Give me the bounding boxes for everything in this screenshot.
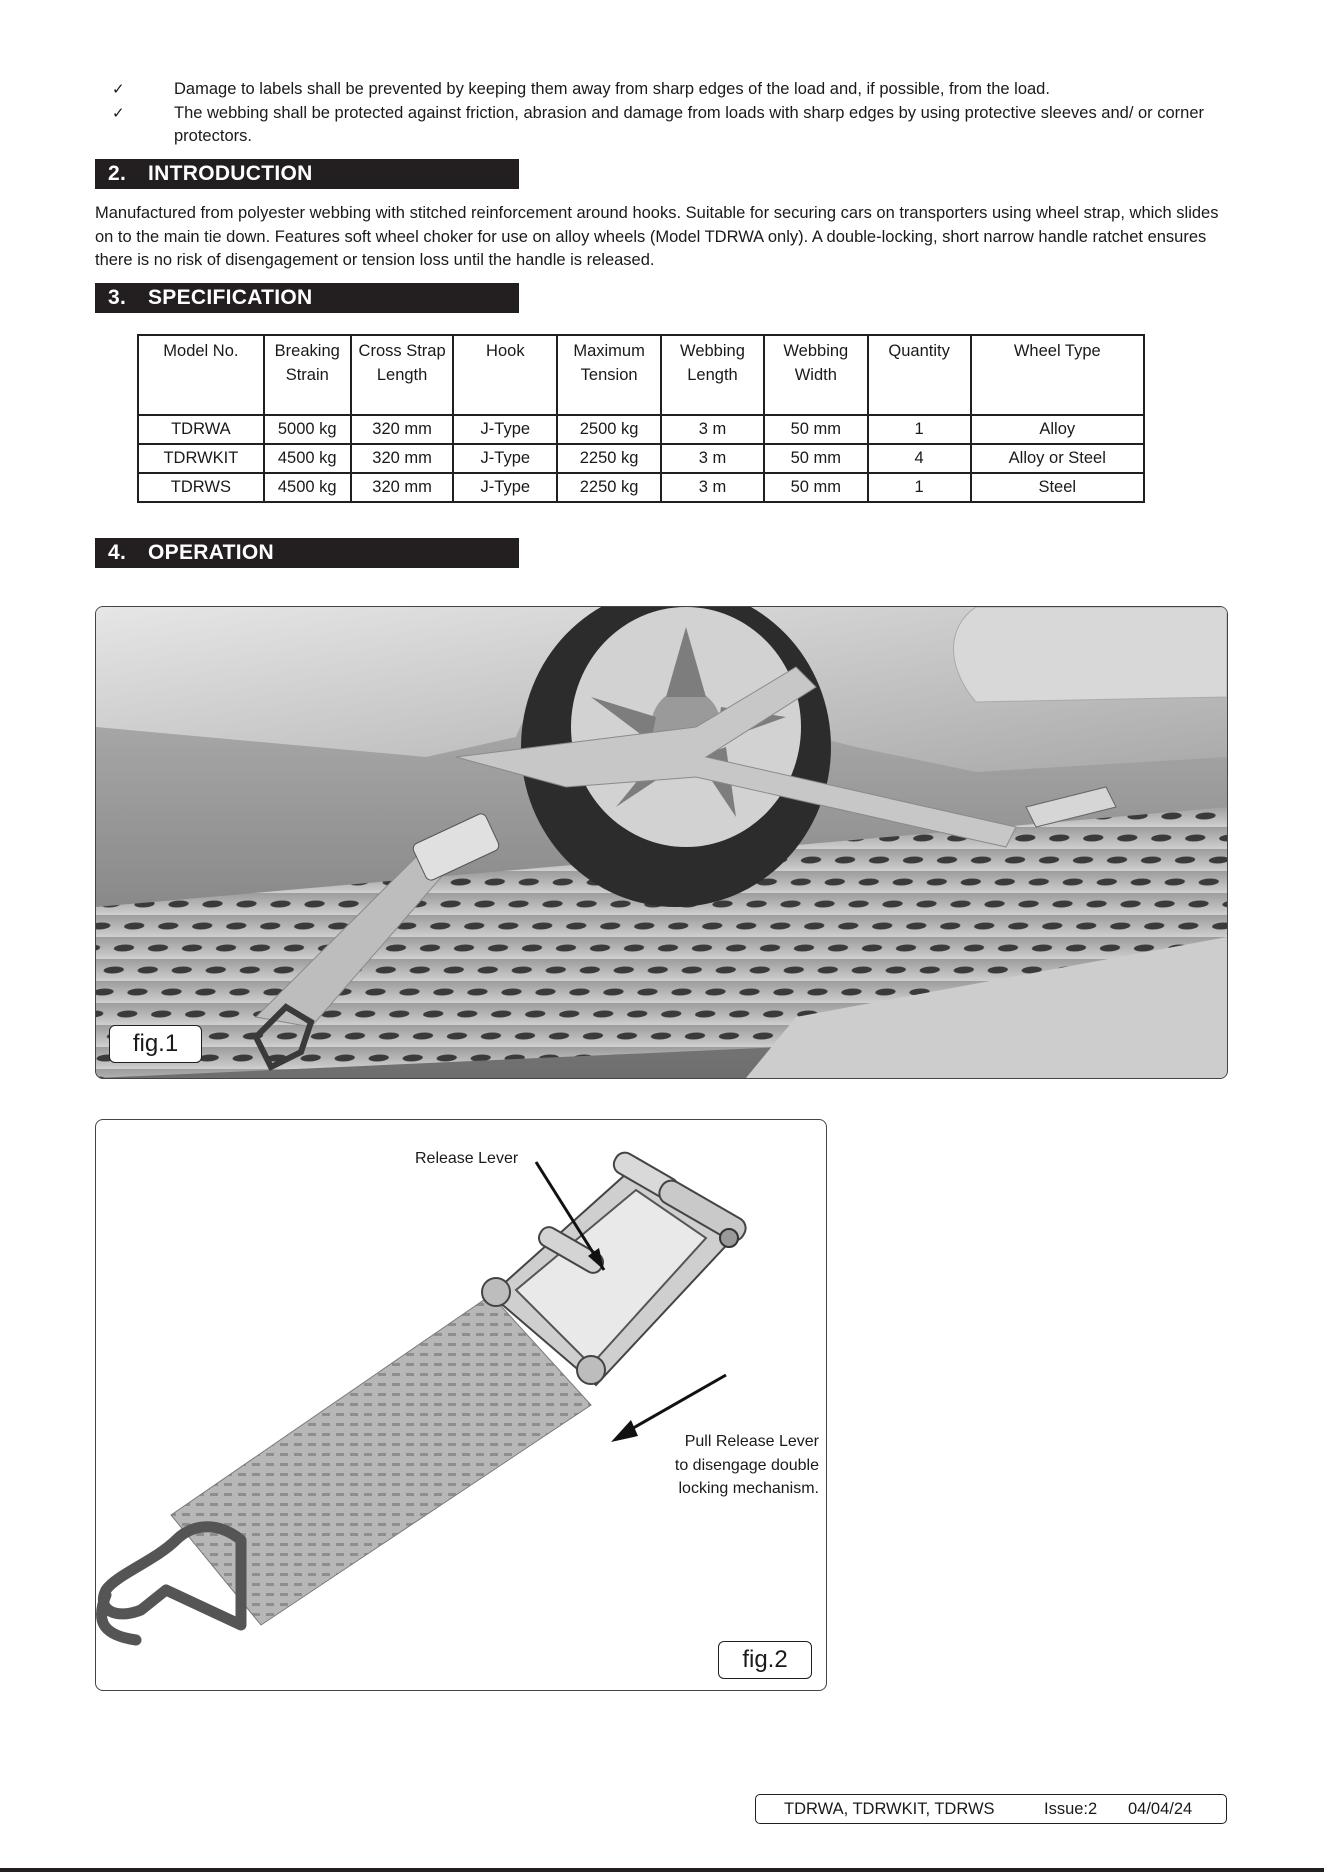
column-header: Quantity [868, 335, 971, 415]
table-cell: 320 mm [351, 473, 454, 502]
footer-models: TDRWA, TDRWKIT, TDRWS [784, 1800, 995, 1818]
section-title: OPERATION [148, 541, 274, 564]
table-header-row [138, 335, 1144, 415]
section-header-introduction [95, 159, 519, 189]
page-bottom-rule [0, 1868, 1324, 1872]
table-cell: 50 mm [764, 415, 868, 444]
table-cell: 320 mm [351, 444, 454, 473]
section-title: INTRODUCTION [148, 162, 313, 185]
release-lever-label: Release Lever [415, 1150, 519, 1167]
pull-instruction-line: to disengage double [674, 1456, 819, 1474]
table-cell: 3 m [661, 473, 764, 502]
table-cell: 2250 kg [557, 444, 661, 473]
column-header: Model No. [138, 335, 264, 415]
pull-instruction-line: locking mechanism. [678, 1480, 819, 1497]
table-row [138, 415, 1144, 444]
checklist-text: Damage to labels shall be prevented by keeping them away from sharp edges of the load and, if possible, from the load. [174, 80, 1050, 98]
table-cell: 50 mm [764, 473, 868, 502]
pull-instruction-line: Pull Release Lever [684, 1433, 819, 1450]
document-footer [755, 1794, 1227, 1824]
section-header-specification [95, 283, 519, 313]
table-cell: J-Type [453, 444, 557, 473]
column-header: Wheel Type [971, 335, 1144, 415]
table-cell: Steel [971, 473, 1144, 502]
table-row [138, 473, 1144, 502]
column-header: Maximum Tension [557, 335, 661, 415]
column-header: Cross Strap Length [351, 335, 454, 415]
table-cell: 3 m [661, 415, 764, 444]
introduction-paragraph: Manufactured from polyester webbing with stitched reinforcement around hooks. Suitable for securing cars on transporters using wheel strap, which slides on to the main tie down. Features soft wheel choker for use on alloy wheels (Model TDRWA only). A double-locking, short narrow handle ratchet ensures there is no risk of disengagement or tension loss until the handle is released. [95, 204, 1219, 269]
table-cell: 1 [868, 415, 971, 444]
section-title: SPECIFICATION [148, 286, 313, 309]
table-cell: 4500 kg [264, 473, 351, 502]
table-cell: 50 mm [764, 444, 868, 473]
checklist-text: The webbing shall be protected against friction, abrasion and damage from loads with sharp edges by using protective sleeves and/ or corner protectors. [174, 104, 1205, 145]
table-cell: 4500 kg [264, 444, 351, 473]
figure-label: fig.2 [718, 1641, 812, 1679]
specification-table [137, 334, 1145, 503]
figure-1-photo [95, 606, 1228, 1079]
section-header-operation [95, 538, 519, 568]
table-cell: TDRWS [138, 473, 264, 502]
table-row [138, 444, 1144, 473]
table-cell: TDRWA [138, 415, 264, 444]
figure-2-diagram [95, 1119, 827, 1691]
pull-instruction [639, 1430, 819, 1501]
table-cell: 2500 kg [557, 415, 661, 444]
column-header: Breaking Strain [264, 335, 351, 415]
table-cell: 4 [868, 444, 971, 473]
ratchet-strap-illustration [96, 1120, 826, 1690]
column-header: Hook [453, 335, 557, 415]
table-cell: 5000 kg [264, 415, 351, 444]
table-cell: Alloy or Steel [971, 444, 1144, 473]
table-cell: J-Type [453, 415, 557, 444]
table-cell: TDRWKIT [138, 444, 264, 473]
footer-issue: Issue:2 [1044, 1800, 1098, 1818]
column-header: Webbing Width [764, 335, 868, 415]
section-number: 4. [108, 541, 127, 564]
table-cell: 320 mm [351, 415, 454, 444]
table-cell: 3 m [661, 444, 764, 473]
check-icon: ✓ [112, 80, 125, 98]
footer-date: 04/04/24 [1128, 1800, 1193, 1818]
column-header: Webbing Length [661, 335, 764, 415]
check-icon: ✓ [112, 104, 125, 122]
table-cell: J-Type [453, 473, 557, 502]
table-cell: 2250 kg [557, 473, 661, 502]
table-cell: Alloy [971, 415, 1144, 444]
table-cell: 1 [868, 473, 971, 502]
car-wheel-strap-illustration [96, 607, 1227, 1078]
figure-label: fig.1 [109, 1025, 202, 1063]
section-number: 3. [108, 286, 127, 309]
section-number: 2. [108, 162, 127, 185]
